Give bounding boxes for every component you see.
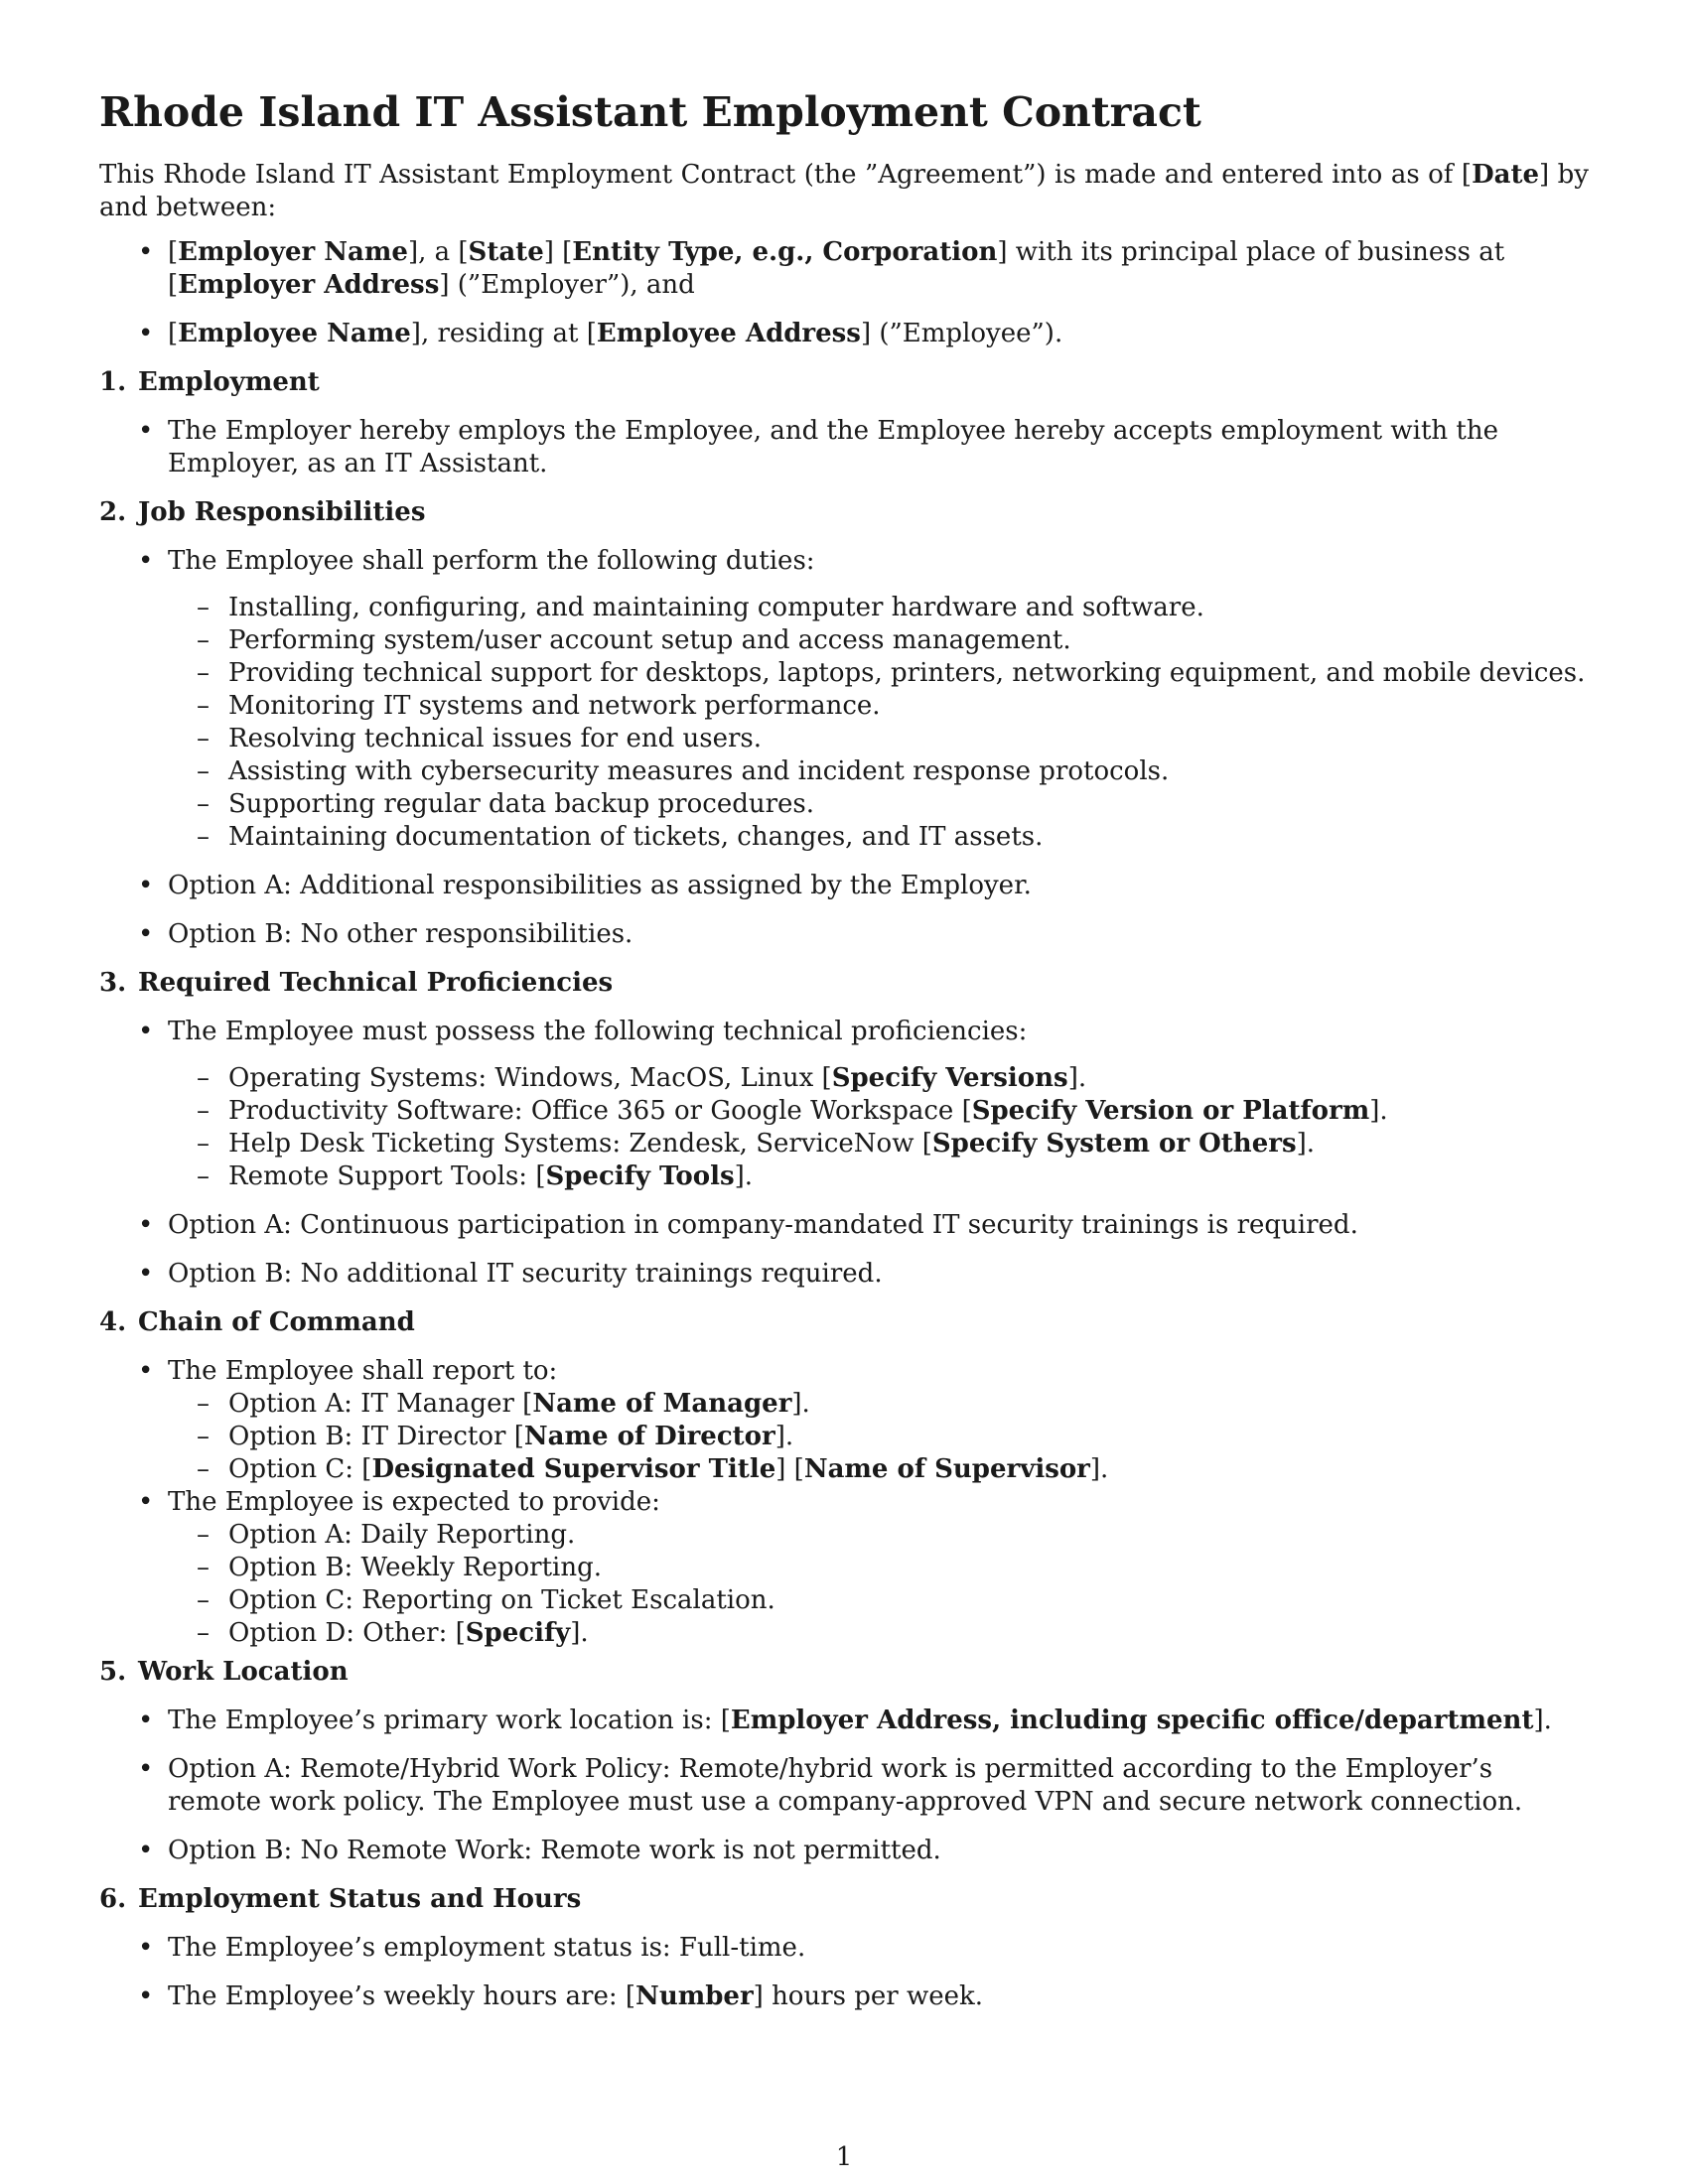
placeholder: Specify System or Others xyxy=(931,1129,1297,1159)
duty-item: – Performing system/user account setup and access management. xyxy=(168,624,1589,657)
text: Option C: [ xyxy=(228,1454,372,1484)
list-item xyxy=(99,1980,1589,2013)
duties-list xyxy=(168,592,1589,854)
section-number: 1. xyxy=(99,367,127,397)
duty-item: – Monitoring IT systems and network performance. xyxy=(168,690,1589,723)
text: ] [ xyxy=(543,237,573,267)
option-a: • Option A: Continuous participation in company-mandated IT security trainings is required. xyxy=(99,1209,1589,1242)
page-number: 1 xyxy=(835,2142,853,2172)
contract-page xyxy=(99,87,1589,2029)
placeholder: Specify Versions xyxy=(831,1063,1068,1093)
employer-party xyxy=(99,236,1589,302)
text: ]. xyxy=(1067,1063,1087,1093)
duty-item: – Installing, configuring, and maintaining computer hardware and software. xyxy=(168,592,1589,624)
list-item xyxy=(99,1486,1589,1650)
text: Productivity Software: Office 365 or Google Workspace [ xyxy=(228,1096,972,1126)
text: [ xyxy=(168,319,179,348)
section-number: 3. xyxy=(99,968,127,998)
intro-text: ] by and between: xyxy=(99,160,1589,222)
report-lead: The Employee shall report to: xyxy=(168,1356,558,1386)
placeholder: Name of Manager xyxy=(532,1389,792,1419)
employer-address-placeholder: Employer Address xyxy=(178,270,440,300)
proficiencies-list xyxy=(99,1016,1589,1291)
intro-paragraph xyxy=(99,159,1589,224)
text: Option D: Other: [ xyxy=(228,1618,466,1648)
list-item xyxy=(99,545,1589,854)
list-item: • The Employer hereby employs the Employee, and the Employee hereby accepts employment with the Employer, as an IT Assistant. xyxy=(99,415,1589,480)
duty-item: – Maintaining documentation of tickets, changes, and IT assets. xyxy=(168,821,1589,854)
proficiency-item xyxy=(168,1095,1589,1128)
text: ], a [ xyxy=(407,237,469,267)
option-b: • Option B: No other responsibilities. xyxy=(99,918,1589,951)
responsibilities-list xyxy=(99,545,1589,951)
section-number: 2. xyxy=(99,497,127,527)
list-item xyxy=(99,1705,1589,1737)
duties-lead: The Employee shall perform the following duties: xyxy=(168,546,815,576)
text: The Employee’s weekly hours are: [ xyxy=(168,1981,636,2011)
entity-type-placeholder: Entity Type, e.g., Corporation xyxy=(572,237,998,267)
provide-options xyxy=(168,1519,1589,1650)
section-heading-employment xyxy=(99,366,1589,399)
proficiency-item xyxy=(168,1062,1589,1095)
text: ]. xyxy=(1296,1129,1315,1159)
duty-item: – Supporting regular data backup procedures. xyxy=(168,788,1589,821)
proficiency-items xyxy=(168,1062,1589,1193)
text: ]. xyxy=(1533,1706,1552,1735)
text: ]. xyxy=(774,1422,794,1451)
section-title: Work Location xyxy=(138,1657,349,1687)
text: The Employee’s primary work location is: [ xyxy=(168,1706,731,1735)
section-heading-status-and-hours xyxy=(99,1883,1589,1916)
duty-item: – Resolving technical issues for end users. xyxy=(168,723,1589,755)
placeholder: Name of Supervisor xyxy=(803,1454,1090,1484)
proficiencies-lead: The Employee must possess the following technical proficiencies: xyxy=(168,1017,1028,1046)
employee-address-placeholder: Employee Address xyxy=(596,319,861,348)
section-title: Required Technical Proficiencies xyxy=(138,968,614,998)
list-item: • The Employee’s employment status is: Full-time. xyxy=(99,1932,1589,1965)
option-a: • Option A: Additional responsibilities as assigned by the Employer. xyxy=(99,870,1589,902)
proficiency-item xyxy=(168,1128,1589,1160)
option-b: • Option B: No additional IT security trainings required. xyxy=(99,1258,1589,1291)
intro-text: This Rhode Island IT Assistant Employment Contract (the ”Agreement”) is made and entered into as of [ xyxy=(99,160,1473,190)
date-placeholder: Date xyxy=(1472,160,1540,190)
text: ]. xyxy=(1369,1096,1388,1126)
option-b: • Option B: No Remote Work: Remote work is not permitted. xyxy=(99,1835,1589,1867)
state-placeholder: State xyxy=(468,237,544,267)
chain-list xyxy=(99,1355,1589,1650)
employee-name-placeholder: Employee Name xyxy=(178,319,411,348)
section-number: 5. xyxy=(99,1657,127,1687)
section-title: Job Responsibilities xyxy=(138,497,426,527)
text: Help Desk Ticketing Systems: Zendesk, ServiceNow [ xyxy=(228,1129,932,1159)
employment-list xyxy=(99,415,1589,480)
duty-item: – Assisting with cybersecurity measures and incident response protocols. xyxy=(168,755,1589,788)
text: ], residing at [ xyxy=(410,319,597,348)
text: ] hours per week. xyxy=(753,1981,984,2011)
text: ]. xyxy=(791,1389,810,1419)
text: ] (”Employee”). xyxy=(860,319,1063,348)
section-heading-technical-proficiencies xyxy=(99,967,1589,1000)
text: ] (”Employer”), and xyxy=(439,270,695,300)
report-option xyxy=(168,1453,1589,1486)
text: ]. xyxy=(570,1618,589,1648)
placeholder: Employer Address, including specific office/department xyxy=(730,1706,1534,1735)
section-heading-work-location xyxy=(99,1656,1589,1689)
section-number: 4. xyxy=(99,1307,127,1337)
placeholder: Number xyxy=(635,1981,754,2011)
section-number: 6. xyxy=(99,1884,127,1914)
section-title: Employment Status and Hours xyxy=(138,1884,582,1914)
parties-list xyxy=(99,236,1589,350)
report-options xyxy=(168,1388,1589,1486)
report-option xyxy=(168,1388,1589,1421)
list-item xyxy=(99,1016,1589,1193)
status-hours-list xyxy=(99,1932,1589,2013)
text: Operating Systems: Windows, MacOS, Linux [ xyxy=(228,1063,832,1093)
report-option xyxy=(168,1421,1589,1453)
text: Option B: IT Director [ xyxy=(228,1422,524,1451)
text: ]. xyxy=(1089,1454,1109,1484)
text: [ xyxy=(168,237,179,267)
placeholder: Name of Director xyxy=(523,1422,775,1451)
duty-item: – Providing technical support for desktops, laptops, printers, networking equipment, and mobile devices. xyxy=(168,657,1589,690)
provide-option: – Option B: Weekly Reporting. xyxy=(168,1552,1589,1584)
section-title: Chain of Command xyxy=(138,1307,415,1337)
proficiency-item xyxy=(168,1160,1589,1193)
list-item xyxy=(99,1355,1589,1486)
placeholder: Specify Version or Platform xyxy=(971,1096,1370,1126)
section-heading-chain-of-command xyxy=(99,1306,1589,1339)
text: Option A: IT Manager [ xyxy=(228,1389,533,1419)
employee-party xyxy=(99,318,1589,350)
provide-option: – Option C: Reporting on Ticket Escalation. xyxy=(168,1584,1589,1617)
text: Remote Support Tools: [ xyxy=(228,1161,546,1191)
work-location-list xyxy=(99,1705,1589,1867)
text: ] [ xyxy=(775,1454,804,1484)
document-title: Rhode Island IT Assistant Employment Contract xyxy=(99,88,1201,136)
text: ]. xyxy=(734,1161,754,1191)
section-heading-job-responsibilities xyxy=(99,496,1589,529)
provide-lead: The Employee is expected to provide: xyxy=(168,1487,660,1517)
placeholder: Specify Tools xyxy=(545,1161,735,1191)
employer-name-placeholder: Employer Name xyxy=(178,237,408,267)
provide-option xyxy=(168,1617,1589,1650)
placeholder: Specify xyxy=(465,1618,571,1648)
placeholder: Designated Supervisor Title xyxy=(371,1454,776,1484)
text: ] with its principal place of business at [ xyxy=(168,237,1505,300)
option-a: • Option A: Remote/Hybrid Work Policy: Remote/hybrid work is permitted according to the Employer’s remote work policy. The Employee must use a company-approved VPN and secure network connection. xyxy=(99,1753,1589,1819)
provide-option: – Option A: Daily Reporting. xyxy=(168,1519,1589,1552)
section-title: Employment xyxy=(138,367,320,397)
